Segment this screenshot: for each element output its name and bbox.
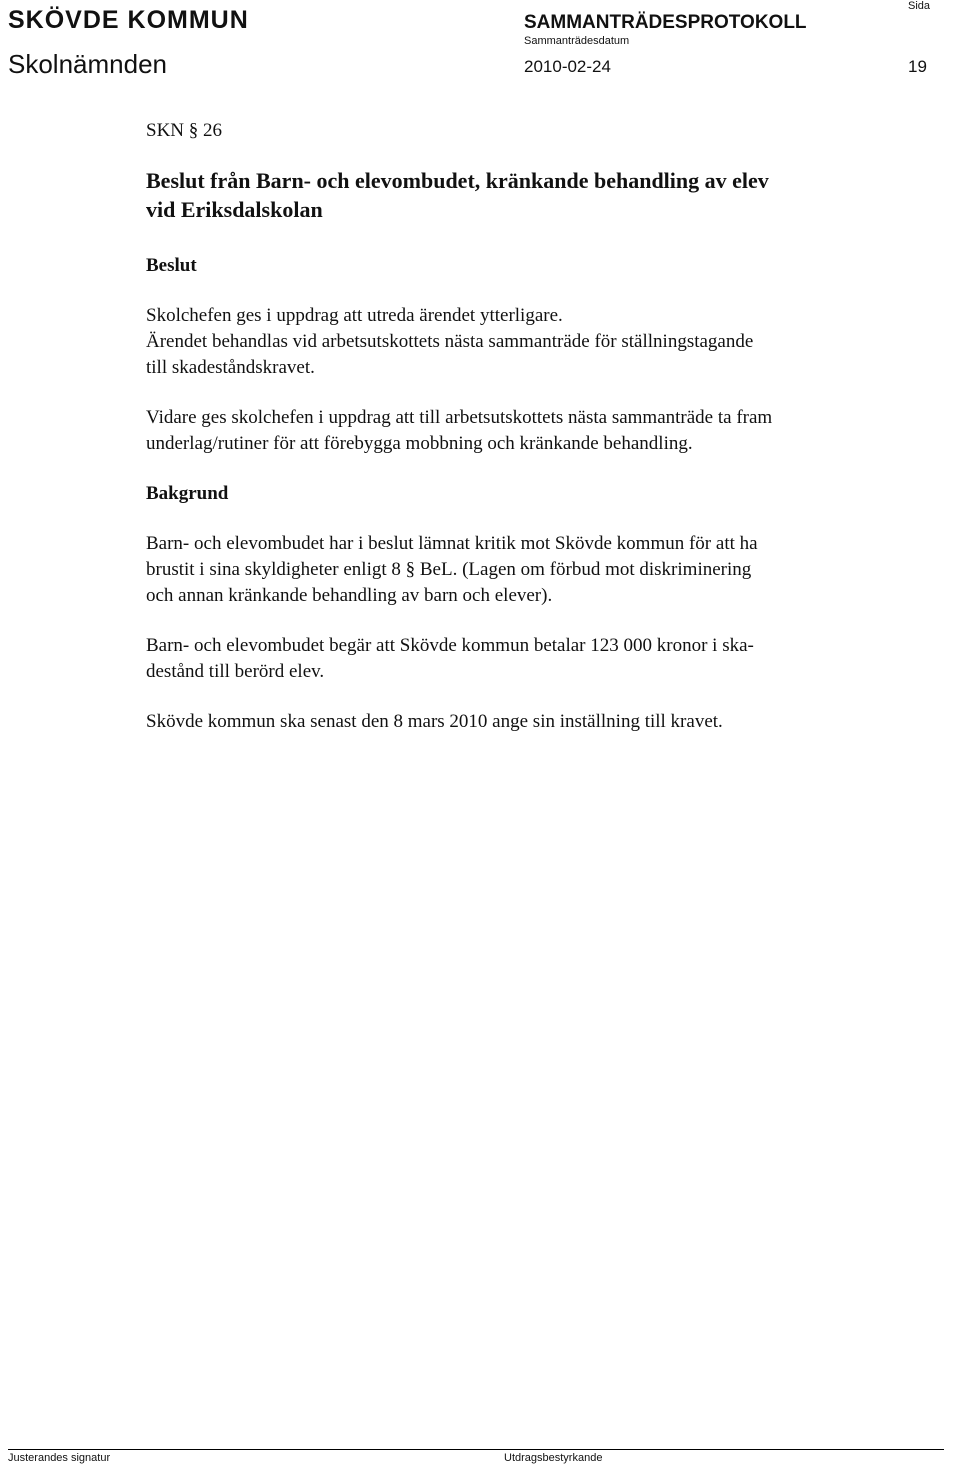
document-type: SAMMANTRÄDESPROTOKOLL <box>524 12 807 33</box>
committee-name: Skolnämnden <box>8 49 167 79</box>
decision-paragraph-1 <box>146 303 916 381</box>
decision-p1-line-1: Skolchefen ges i uppdrag att utreda ärendet ytterligare. <box>146 305 563 326</box>
extract-certification-label: Utdragsbestyrkande <box>504 1452 603 1464</box>
background-p2-line-2: destånd till berörd elev. <box>146 661 325 682</box>
background-paragraph-3: Skövde kommun ska senast den 8 mars 2010 ange sin inställning till kravet. <box>146 711 723 732</box>
meeting-date: 2010-02-24 <box>524 57 611 76</box>
background-paragraph-2 <box>146 633 916 685</box>
background-p1-line-2: brustit i sina skyldigheter enligt 8 § BeL. (Lagen om förbud mot diskriminering <box>146 559 752 580</box>
item-title-line-2: vid Eriksdalskolan <box>146 197 323 222</box>
decision-heading: Beslut <box>146 255 197 276</box>
page-label: Sida <box>908 0 931 12</box>
decision-p1-line-2: Ärendet behandlas vid arbetsutskottets nästa sammanträde för ställningstagande <box>146 331 754 352</box>
section-number: SKN § 26 <box>146 120 223 141</box>
background-p1-line-3: och annan kränkande behandling av barn och elever). <box>146 585 553 606</box>
background-heading: Bakgrund <box>146 483 229 504</box>
background-p2-line-1: Barn- och elevombudet begär att Skövde kommun betalar 123 000 kronor i ska- <box>146 635 754 656</box>
decision-p1-line-3: till skadeståndskravet. <box>146 357 315 378</box>
decision-paragraph-2 <box>146 405 916 457</box>
organization-name: SKÖVDE KOMMUN <box>8 6 249 34</box>
footer-divider <box>8 1449 944 1450</box>
adjuster-signature-label: Justerandes signatur <box>8 1452 111 1464</box>
item-title-line-1: Beslut från Barn- och elevombudet, kränkande behandling av elev <box>146 168 769 193</box>
protocol-body <box>146 118 916 759</box>
meeting-date-label: Sammanträdesdatum <box>524 35 630 47</box>
decision-p2-line-2: underlag/rutiner för att förebygga mobbning och kränkande behandling. <box>146 433 693 454</box>
item-title <box>146 166 916 224</box>
decision-p2-line-1: Vidare ges skolchefen i uppdrag att till arbetsutskottets nästa sammanträde ta fram <box>146 407 773 428</box>
background-p1-line-1: Barn- och elevombudet har i beslut lämnat kritik mot Skövde kommun för att ha <box>146 533 758 554</box>
page-number: 19 <box>908 57 927 76</box>
background-paragraph-1 <box>146 531 916 609</box>
